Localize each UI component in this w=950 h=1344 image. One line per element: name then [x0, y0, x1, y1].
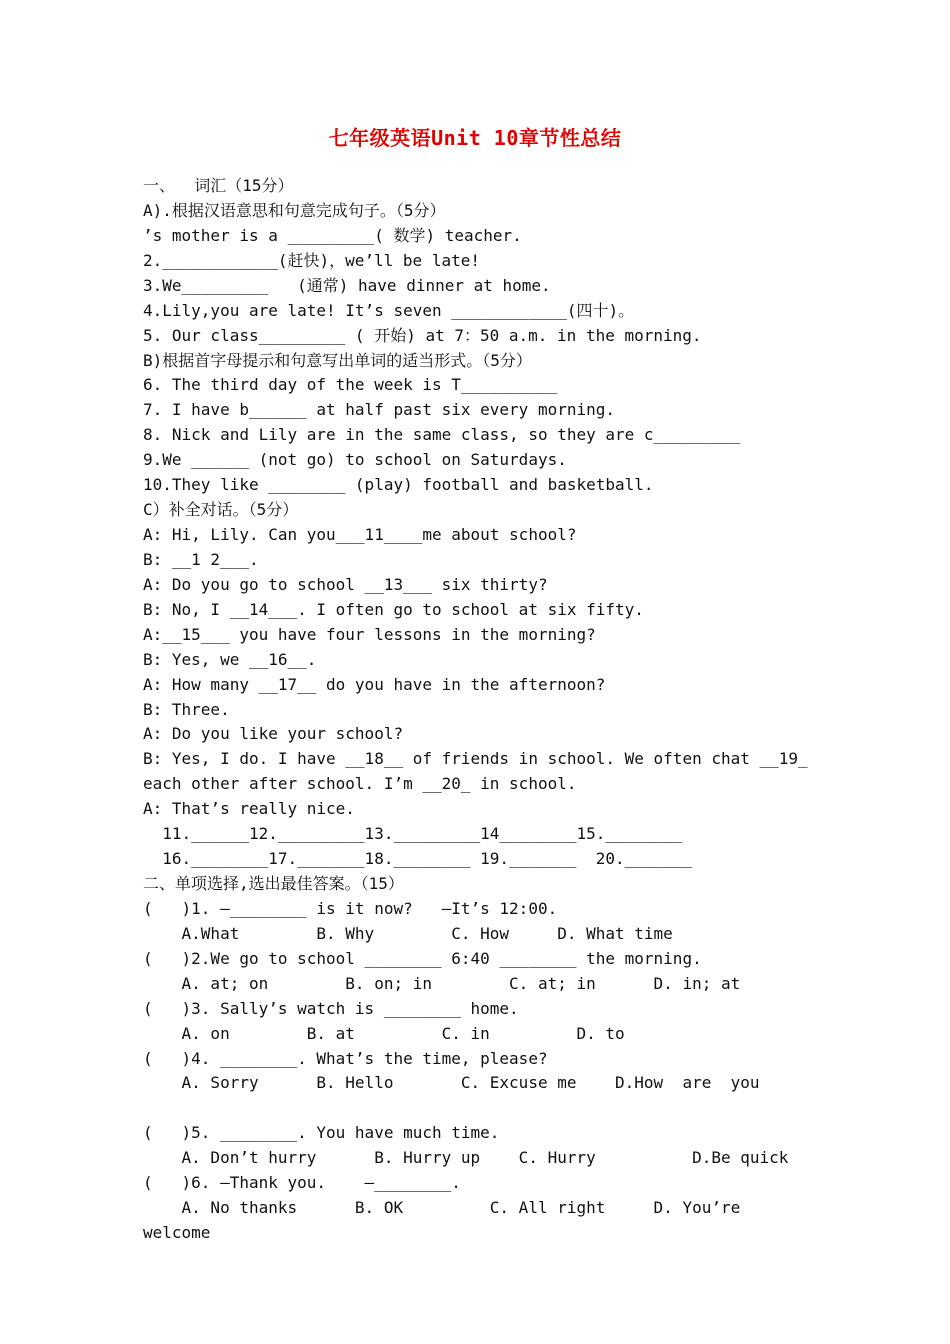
- text-line: A: Do you like your school?: [143, 724, 404, 744]
- text-line: 5. Our class_________ ( 开始) at 7：50 a.m. in the morning.: [143, 325, 702, 345]
- text-line: 4.Lily,you are late! It’s seven ____________(四十)。: [143, 300, 635, 320]
- text-line: ( )1. —________ is it now? —It’s 12:00.: [143, 898, 558, 918]
- text-line: 3.We_________ (通常) have dinner at home.: [143, 275, 551, 295]
- text-line: 7. I have b______ at half past six every morning.: [143, 400, 616, 420]
- text-line: A).根据汉语意思和句意完成句子。（5分）: [143, 200, 446, 220]
- text-line: A: How many __17__ do you have in the afternoon?: [143, 674, 606, 694]
- text-line: ( )5. ________. You have much time.: [143, 1123, 500, 1143]
- page-title: 七年级英语Unit 10章节性总结: [328, 126, 622, 150]
- text-line: A. at; on B. on; in C. at; in D. in; at: [143, 973, 741, 993]
- text-line: ( )4. ________. What’s the time, please?: [143, 1048, 548, 1068]
- text-line: B: Yes, we __16__.: [143, 649, 317, 669]
- text-line: 9.We ______ (not go) to school on Saturdays.: [143, 450, 567, 470]
- text-line: B)根据首字母提示和句意写出单词的适当形式。（5分）: [143, 350, 532, 370]
- text-line: ( )3. Sally’s watch is ________ home.: [143, 998, 519, 1018]
- text-line: welcome: [143, 1223, 211, 1243]
- text-line: A. No thanks B. OK C. All right D. You’re: [143, 1198, 741, 1218]
- text-line: 16.________17._______18.________ 19._______ 20._______: [143, 849, 693, 869]
- text-line: 8. Nick and Lily are in the same class, so they are c_________: [143, 425, 741, 445]
- text-line: ’s mother is a _________( 数学) teacher.: [143, 225, 522, 245]
- text-line: A. on B. at C. in D. to: [143, 1023, 625, 1043]
- text-line: B: Yes, I do. I have __18__ of friends in school. We often chat __19_: [143, 749, 808, 769]
- text-line: B: __1 2___.: [143, 549, 259, 569]
- text-line: 二、单项选择,选出最佳答案。（15）: [143, 874, 404, 894]
- text-line: B: Three.: [143, 699, 230, 719]
- text-line: A. Sorry B. Hello C. Excuse me D.How are you: [143, 1073, 760, 1093]
- text-line: 10.They like ________ (play) football and basketball.: [143, 475, 654, 495]
- text-line: A.What B. Why C. How D. What time: [143, 923, 673, 943]
- text-line: C）补全对话。（5分）: [143, 500, 299, 520]
- text-line: A: That’s really nice.: [143, 799, 355, 819]
- text-line: each other after school. I’m __20_ in school.: [143, 774, 577, 794]
- text-line: 11.______12._________13._________14________15.________: [143, 824, 683, 844]
- text-line: ( )2.We go to school ________ 6:40 ________ the morning.: [143, 948, 702, 968]
- text-line: A. Don’t hurry B. Hurry up C. Hurry D.Be quick: [143, 1148, 789, 1168]
- text-line: A: Do you go to school __13___ six thirty?: [143, 574, 548, 594]
- text-line: 2.____________(赶快)，we’ll be late!: [143, 250, 480, 270]
- text-line: ( )6. —Thank you. —________.: [143, 1173, 461, 1193]
- text-line: A: Hi, Lily. Can you___11____me about school?: [143, 525, 577, 545]
- text-line: B: No, I __14___. I often go to school at six fifty.: [143, 599, 644, 619]
- text-line: 6. The third day of the week is T__________: [143, 375, 558, 395]
- text-line: 一、 词汇（15分）: [143, 176, 294, 195]
- text-line: A:__15___ you have four lessons in the morning?: [143, 624, 596, 644]
